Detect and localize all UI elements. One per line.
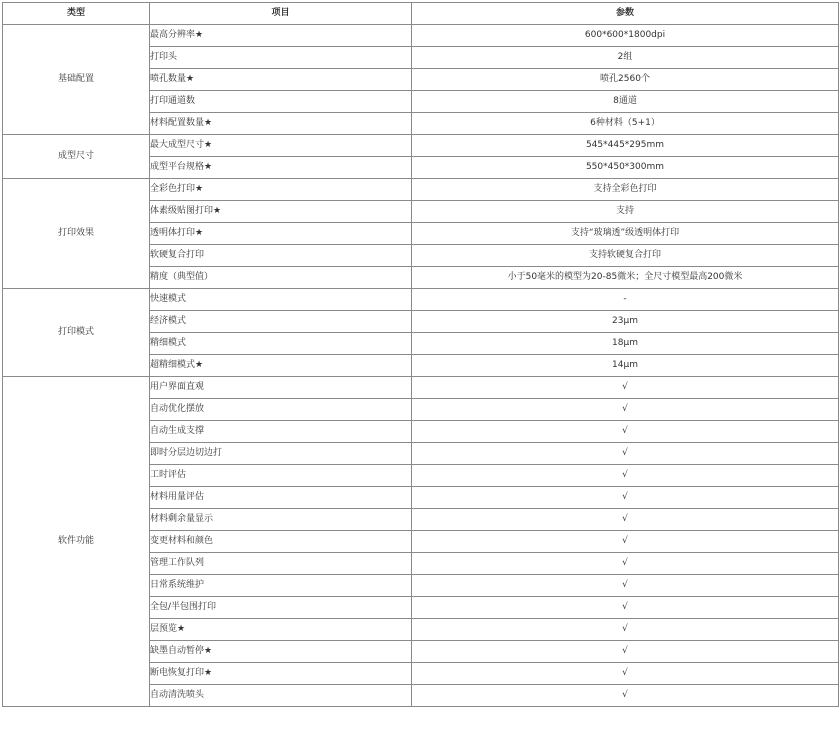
item-cell: 层预览★ [150, 619, 412, 641]
item-cell: 工时评估 [150, 465, 412, 487]
item-cell: 材料剩余量显示 [150, 509, 412, 531]
table-row [3, 289, 839, 311]
item-cell: 自动优化摆放 [150, 399, 412, 421]
item-cell: 超精细模式★ [150, 355, 412, 377]
value-cell: √ [412, 619, 839, 641]
item-cell: 即时分层边切边打 [150, 443, 412, 465]
item-cell: 自动清洗喷头 [150, 685, 412, 707]
item-cell: 变更材料和颜色 [150, 531, 412, 553]
item-cell: 自动生成支撑 [150, 421, 412, 443]
item-cell: 软硬复合打印 [150, 245, 412, 267]
value-cell: 23μm [412, 311, 839, 333]
table-row [3, 135, 839, 157]
value-cell: 支持 [412, 201, 839, 223]
table-row [3, 25, 839, 47]
value-cell: √ [412, 685, 839, 707]
spec-table [2, 2, 839, 707]
item-cell: 精细模式 [150, 333, 412, 355]
item-cell: 喷孔数量★ [150, 69, 412, 91]
value-cell: 550*450*300mm [412, 157, 839, 179]
value-cell: √ [412, 377, 839, 399]
item-cell: 经济模式 [150, 311, 412, 333]
item-cell: 最高分辨率★ [150, 25, 412, 47]
item-cell: 成型平台规格★ [150, 157, 412, 179]
category-cell: 打印模式 [3, 289, 150, 377]
value-cell: √ [412, 487, 839, 509]
value-cell: 6种材料（5+1） [412, 113, 839, 135]
item-cell: 日常系统维护 [150, 575, 412, 597]
item-cell: 打印通道数 [150, 91, 412, 113]
item-cell: 打印头 [150, 47, 412, 69]
value-cell: 喷孔2560个 [412, 69, 839, 91]
value-cell: √ [412, 421, 839, 443]
item-cell: 精度（典型值） [150, 267, 412, 289]
item-cell: 材料用量评估 [150, 487, 412, 509]
value-cell: 600*600*1800dpi [412, 25, 839, 47]
category-cell: 成型尺寸 [3, 135, 150, 179]
value-cell: 2组 [412, 47, 839, 69]
value-cell: √ [412, 443, 839, 465]
header-row [3, 3, 839, 25]
item-cell: 最大成型尺寸★ [150, 135, 412, 157]
value-cell: 8通道 [412, 91, 839, 113]
item-cell: 全包/半包围打印 [150, 597, 412, 619]
value-cell: 支持全彩色打印 [412, 179, 839, 201]
table-row [3, 179, 839, 201]
value-cell: √ [412, 399, 839, 421]
value-cell: √ [412, 465, 839, 487]
value-cell: √ [412, 509, 839, 531]
item-cell: 管理工作队列 [150, 553, 412, 575]
item-cell: 材料配置数量★ [150, 113, 412, 135]
value-cell: √ [412, 553, 839, 575]
value-cell: 小于50毫米的模型为20-85微米；全尺寸模型最高200微米 [412, 267, 839, 289]
value-cell: √ [412, 575, 839, 597]
value-cell: - [412, 289, 839, 311]
category-cell: 打印效果 [3, 179, 150, 289]
table-row [3, 377, 839, 399]
header-value: 参数 [412, 3, 839, 25]
category-cell: 软件功能 [3, 377, 150, 707]
item-cell: 体素级贴图打印★ [150, 201, 412, 223]
item-cell: 快速模式 [150, 289, 412, 311]
value-cell: 14μm [412, 355, 839, 377]
header-item: 项目 [150, 3, 412, 25]
value-cell: √ [412, 531, 839, 553]
item-cell: 断电恢复打印★ [150, 663, 412, 685]
value-cell: 18μm [412, 333, 839, 355]
value-cell: √ [412, 597, 839, 619]
value-cell: √ [412, 663, 839, 685]
category-cell: 基础配置 [3, 25, 150, 135]
item-cell: 透明体打印★ [150, 223, 412, 245]
value-cell: 支持软硬复合打印 [412, 245, 839, 267]
header-category: 类型 [3, 3, 150, 25]
value-cell: 545*445*295mm [412, 135, 839, 157]
value-cell: 支持“玻璃透”级透明体打印 [412, 223, 839, 245]
spec-body [3, 25, 839, 707]
item-cell: 全彩色打印★ [150, 179, 412, 201]
item-cell: 用户界面直观 [150, 377, 412, 399]
item-cell: 缺墨自动暂停★ [150, 641, 412, 663]
value-cell: √ [412, 641, 839, 663]
